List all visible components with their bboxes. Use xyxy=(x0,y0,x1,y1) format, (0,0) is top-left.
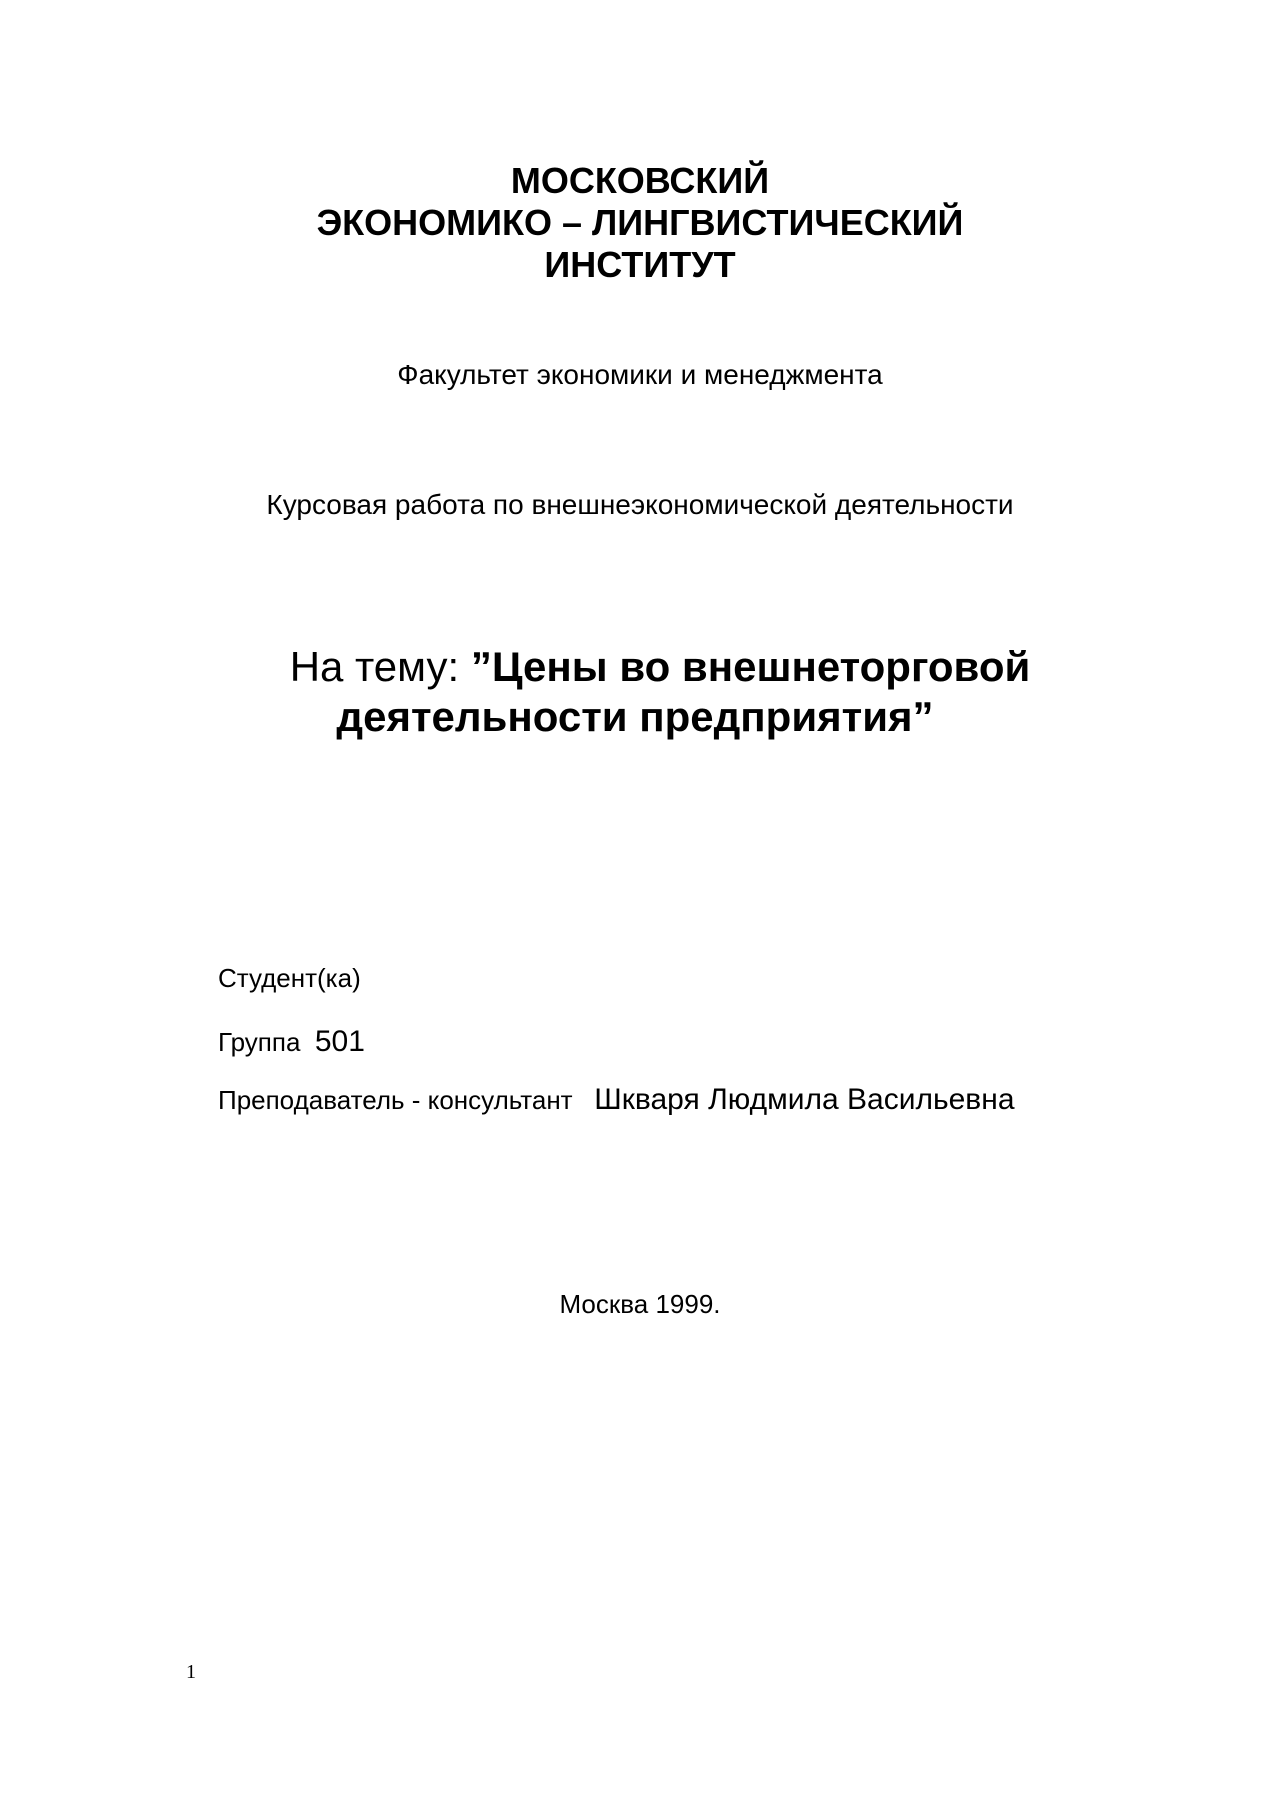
topic-block xyxy=(0,642,1280,742)
topic-line-1 xyxy=(0,642,1280,692)
student-label: Студент(ка) xyxy=(218,963,361,993)
topic-title-part-2: деятельности предприятия” xyxy=(336,693,934,740)
teacher-row xyxy=(218,1084,1015,1116)
teacher-value: Шкваря Людмила Васильевна xyxy=(594,1083,1015,1116)
institute-line-2: ЭКОНОМИКО – ЛИНГВИСТИЧЕСКИЙ xyxy=(316,202,964,243)
group-row xyxy=(218,1026,365,1058)
group-value: 501 xyxy=(314,1025,365,1058)
institute-line-1: МОСКОВСКИЙ xyxy=(510,160,770,201)
student-row xyxy=(218,962,361,994)
page-number: 1 xyxy=(186,1661,196,1683)
institute-line-3: ИНСТИТУТ xyxy=(544,244,736,285)
institute-name xyxy=(0,160,1280,286)
faculty-name: Факультет экономики и менеджмента xyxy=(397,359,883,390)
teacher-label: Преподаватель - консультант xyxy=(218,1085,573,1115)
topic-prefix: На тему: xyxy=(289,643,471,690)
group-label: Группа xyxy=(218,1027,301,1057)
topic-title-part-1: ”Цены во внешнеторговой xyxy=(470,643,1031,690)
coursework-type: Курсовая работа по внешнеэкономической деятельности xyxy=(266,489,1014,520)
city-year: Москва 1999. xyxy=(559,1289,721,1319)
